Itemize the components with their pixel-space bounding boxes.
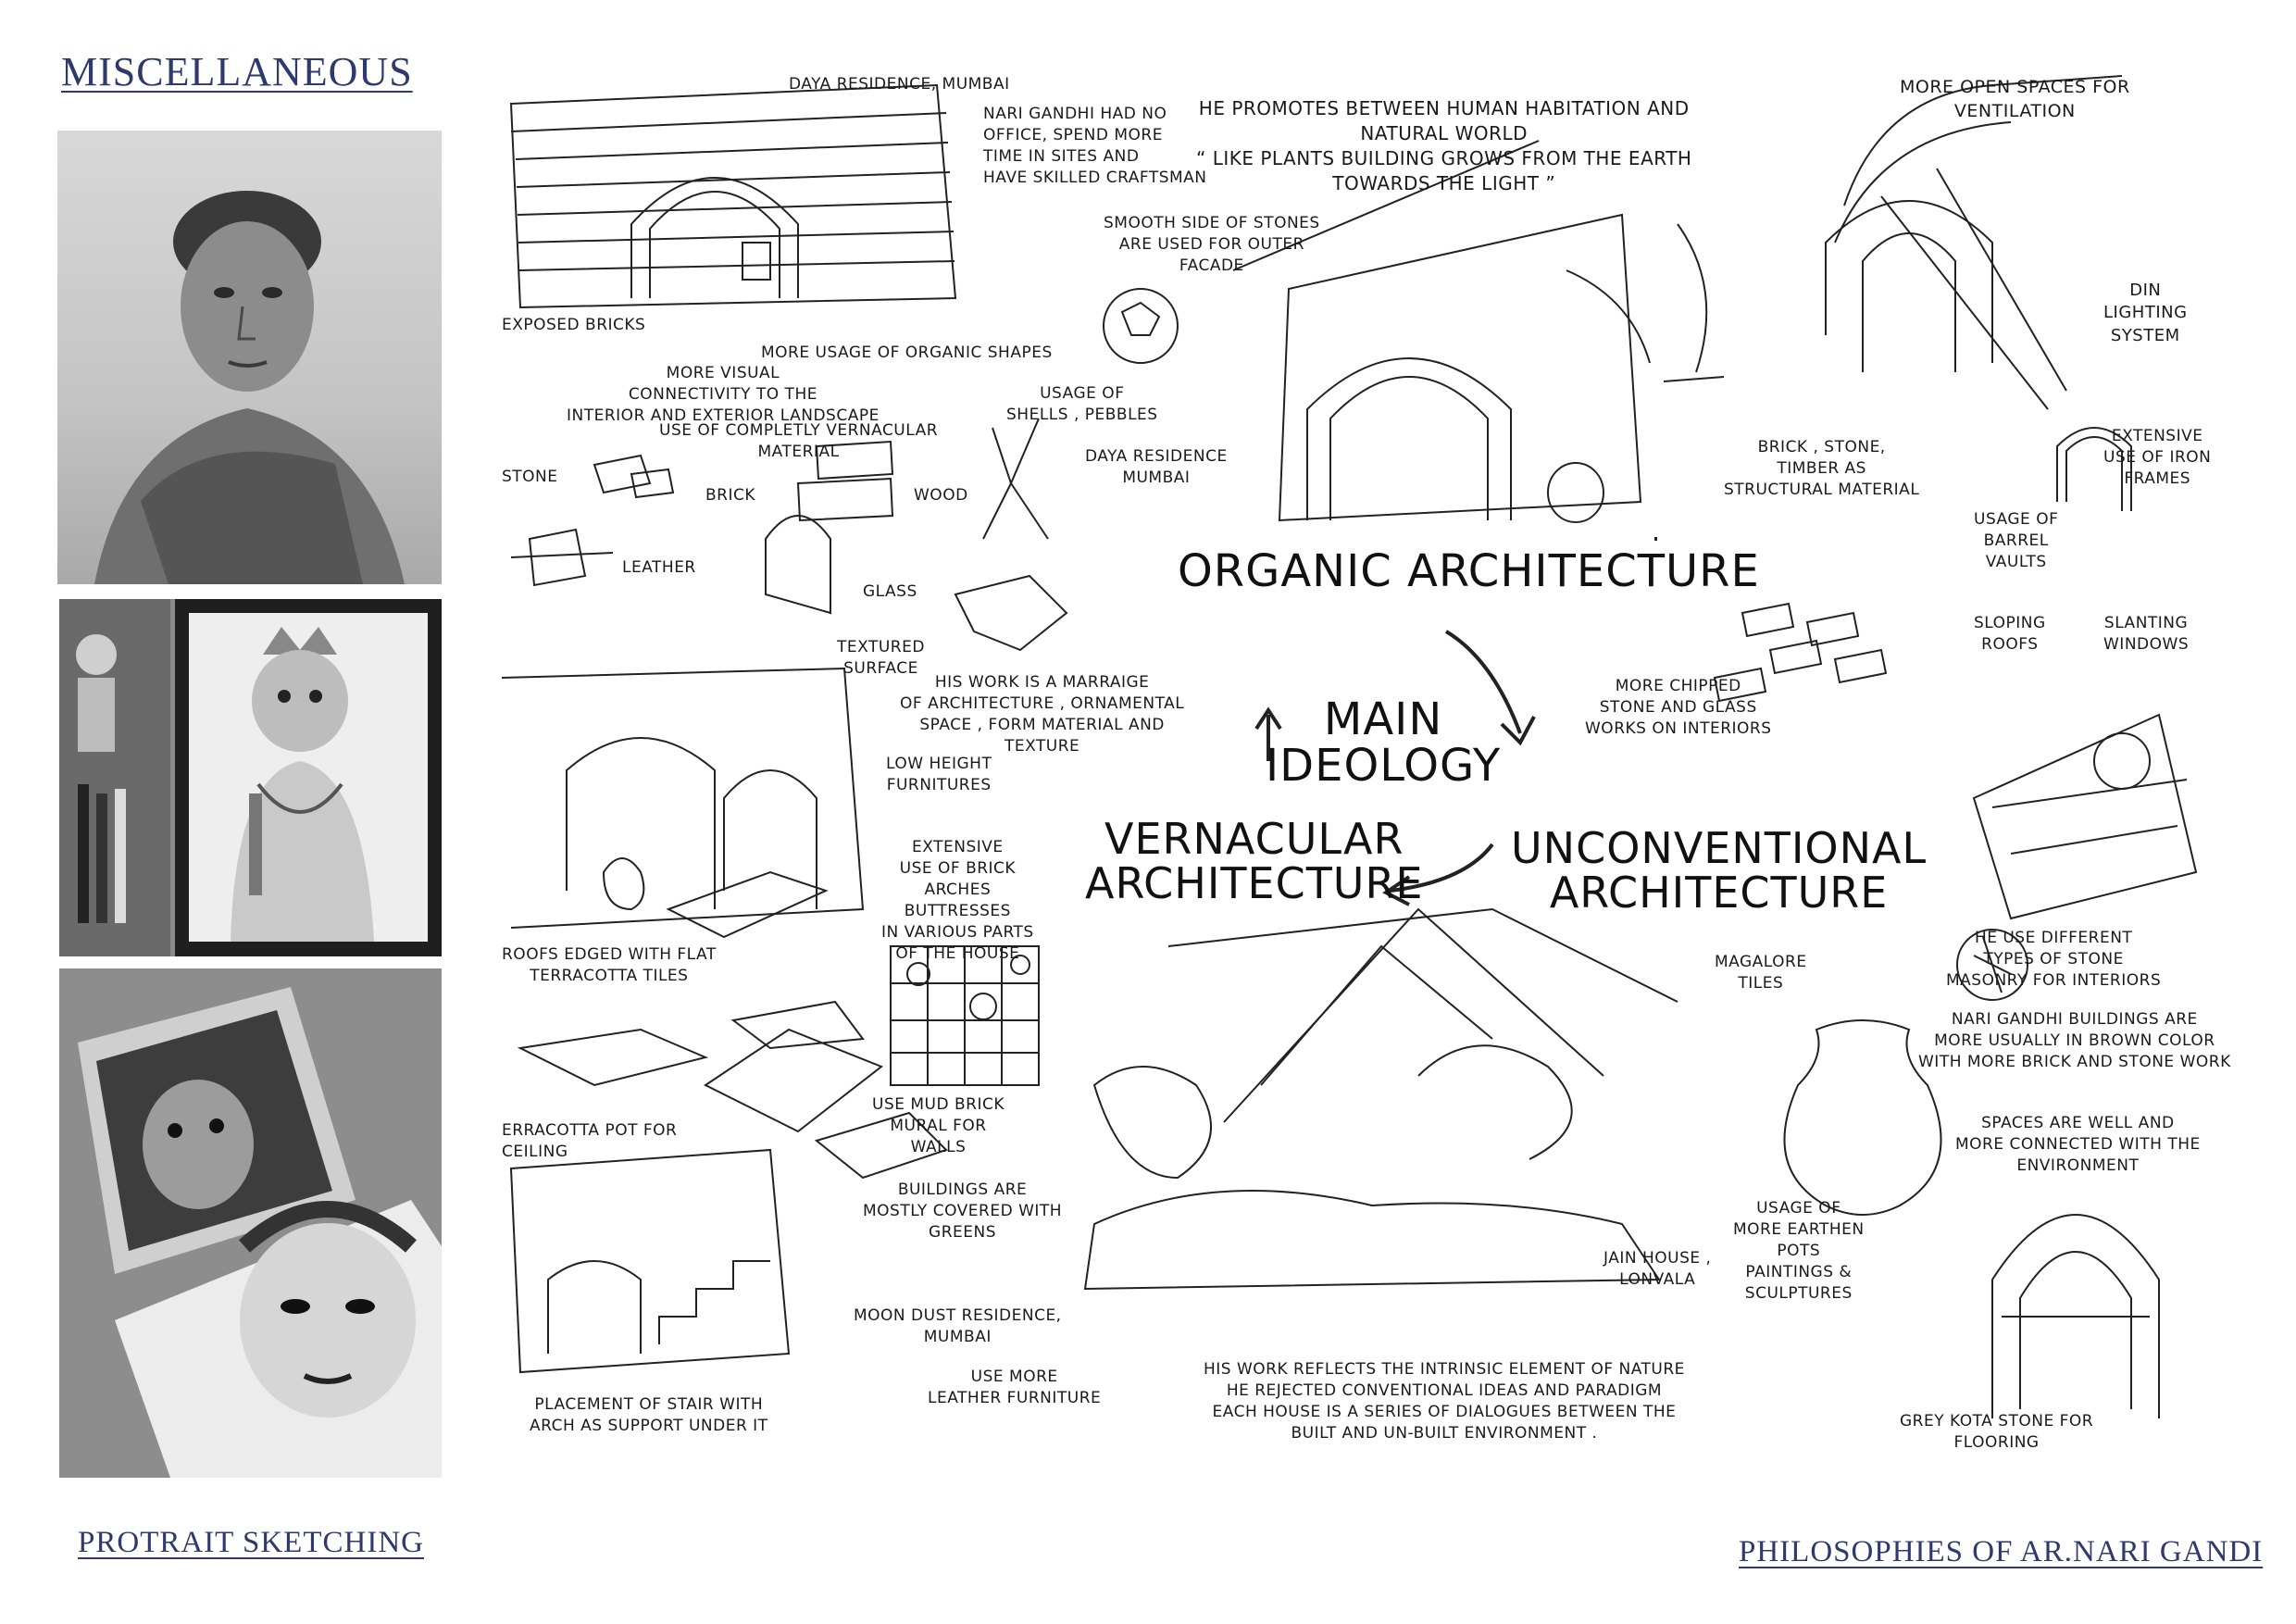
- wood-note: WOOD: [914, 486, 968, 505]
- unconventional-house-sketch: [1085, 909, 1678, 1289]
- portrait-sketching-title: PROTRAIT SKETCHING: [78, 1526, 424, 1559]
- jain-house-note: JAIN HOUSE , LONVALA: [1603, 1249, 1712, 1289]
- moon-dust-stair-sketch: [511, 1150, 789, 1372]
- leather-note: LEATHER: [622, 558, 696, 577]
- din-lighting-note: DIN LIGHTING SYSTEM: [2103, 281, 2188, 345]
- portrait-photo-woman: [57, 131, 442, 584]
- unconventional-architecture-label: UNCONVENTIONAL ARCHITECTURE: [1511, 823, 1928, 918]
- barrel-vaults-note: USAGE OF BARREL VAULTS: [1974, 510, 2059, 571]
- mud-brick-mural: [891, 946, 1039, 1085]
- brown-color-note: NARI GANDHI BUILDINGS ARE MORE USUALLY IN BROWN COLOR WITH MORE BRICK AND STONE WORK: [1918, 1010, 2231, 1071]
- vernacular-architecture-label: VERNACULAR ARCHITECTURE: [1085, 814, 1424, 909]
- leather-furniture-note: USE MORE LEATHER FURNITURE: [928, 1368, 1102, 1407]
- portrait-photo-child-krishna: [59, 599, 442, 956]
- terracotta-pot-note: ERRACOTTA POT FOR CEILING: [502, 1121, 678, 1161]
- mud-brick-note: USE MUD BRICK MURAL FOR WALLS: [872, 1095, 1004, 1156]
- spaces-connected-note: SPACES ARE WELL AND MORE CONNECTED WITH THE ENVIRONMENT: [1955, 1114, 2201, 1175]
- low-height-furniture-note: LOW HEIGHT FURNITURES: [886, 755, 992, 794]
- marriage-of-architecture-note: HIS WORK IS A MARRAIGE OF ARCHITECTURE , ORNAMENTAL SPACE , FORM MATERIAL AND TEXTURE: [900, 673, 1185, 756]
- philosophies-title: PHILOSOPHIES OF AR.NARI GANDI: [1739, 1535, 2264, 1568]
- portrait-photo-dancer: [59, 968, 442, 1478]
- usage-shells-note: USAGE OF SHELLS , PEBBLES: [1006, 384, 1158, 424]
- brick-note: BRICK: [705, 486, 756, 505]
- vault-lighting-sketch: [1826, 76, 2122, 409]
- office-note: NARI GANDHI HAD NO OFFICE, SPEND MORE TIME IN SITES AND HAVE SKILLED CRAFTSMAN: [983, 105, 1207, 187]
- magalore-tiles-note: MAGALORE TILES: [1715, 953, 1807, 993]
- textured-surface-note: TEXTURED SURFACE: [837, 638, 925, 678]
- organic-house-sketch: [1233, 141, 1724, 522]
- stone-masonry-note: HE USE DIFFERENT TYPES OF STONE MASONRY FOR INTERIORS: [1946, 929, 2162, 990]
- main-ideology-label: MAIN IDEOLOGY: [1266, 693, 1502, 793]
- chipped-stone-note: MORE CHIPPED STONE AND GLASS WORKS ON INTERIORS: [1585, 677, 1772, 738]
- kota-stone-arch-sketch: [1992, 1215, 2159, 1418]
- glass-note: GLASS: [863, 582, 917, 601]
- vernacular-material-note: USE OF COMPLETLY VERNACULAR MATERIAL: [659, 421, 939, 461]
- slanting-windows-note: SLANTING WINDOWS: [2103, 614, 2190, 654]
- daya-residence-mumbai-note: DAYA RESIDENCE MUMBAI: [1085, 447, 1228, 487]
- open-spaces-note: MORE OPEN SPACES FOR VENTILATION: [1900, 77, 2130, 121]
- intrinsic-element-note: HIS WORK REFLECTS THE INTRINSIC ELEMENT OF NATURE HE REJECTED CONVENTIONAL IDEAS AND PARADIGM EACH HOUSE IS A SERIES OF DIALOGUES BETWEEN THE BUILT AND UN-BUILT ENVIRONMENT .: [1204, 1360, 1685, 1443]
- miscellaneous-title: MISCELLANEOUS: [61, 49, 413, 94]
- kota-stone-note: GREY KOTA STONE FOR FLOORING: [1900, 1412, 2094, 1452]
- iron-frames-note: EXTENSIVE USE OF IRON FRAMES: [2103, 427, 2212, 488]
- stair-arch-note: PLACEMENT OF STAIR WITH ARCH AS SUPPORT UNDER IT: [530, 1395, 768, 1435]
- brick-arches-note: EXTENSIVE USE OF BRICK ARCHES BUTTRESSES IN VARIOUS PARTS OF THE HOUSE: [881, 838, 1034, 963]
- smooth-stones-note: SMOOTH SIDE OF STONES ARE USED FOR OUTER FACADE: [1104, 214, 1320, 275]
- stone-note: STONE: [502, 468, 558, 486]
- daya-residence-caption: DAYA RESIDENCE, MUMBAI: [789, 75, 1010, 94]
- daya-residence-sketch: [511, 85, 955, 307]
- organic-shapes-note: MORE USAGE OF ORGANIC SHAPES: [761, 344, 1053, 362]
- earthen-pots-note: USAGE OF MORE EARTHEN POTS PAINTINGS & SCULPTURES: [1733, 1199, 1865, 1303]
- moon-dust-note: MOON DUST RESIDENCE, MUMBAI: [854, 1306, 1062, 1346]
- roofs-edged-note: ROOFS EDGED WITH FLAT TERRACOTTA TILES: [502, 945, 717, 985]
- visual-connectivity-note: MORE VISUAL CONNECTIVITY TO THE INTERIOR AND EXTERIOR LANDSCAPE: [567, 364, 880, 425]
- covered-greens-note: BUILDINGS ARE MOSTLY COVERED WITH GREENS: [863, 1181, 1063, 1242]
- promotes-note: HE PROMOTES BETWEEN HUMAN HABITATION AND NATURAL WORLD “ LIKE PLANTS BUILDING GROWS FROM THE EARTH TOWARDS THE LIGHT ”: [1196, 97, 1692, 194]
- vernacular-room-sketch: [502, 668, 863, 937]
- nari-gandi-sketch-board: [493, 57, 2252, 1483]
- exposed-bricks-note: EXPOSED BRICKS: [502, 316, 646, 334]
- sloping-roofs-note: SLOPING ROOFS: [1974, 614, 2046, 654]
- brick-stone-timber-note: BRICK , STONE, TIMBER AS STRUCTURAL MATERIAL: [1724, 438, 1920, 499]
- organic-architecture-label: ORGANIC ARCHITECTURE: [1178, 545, 1760, 597]
